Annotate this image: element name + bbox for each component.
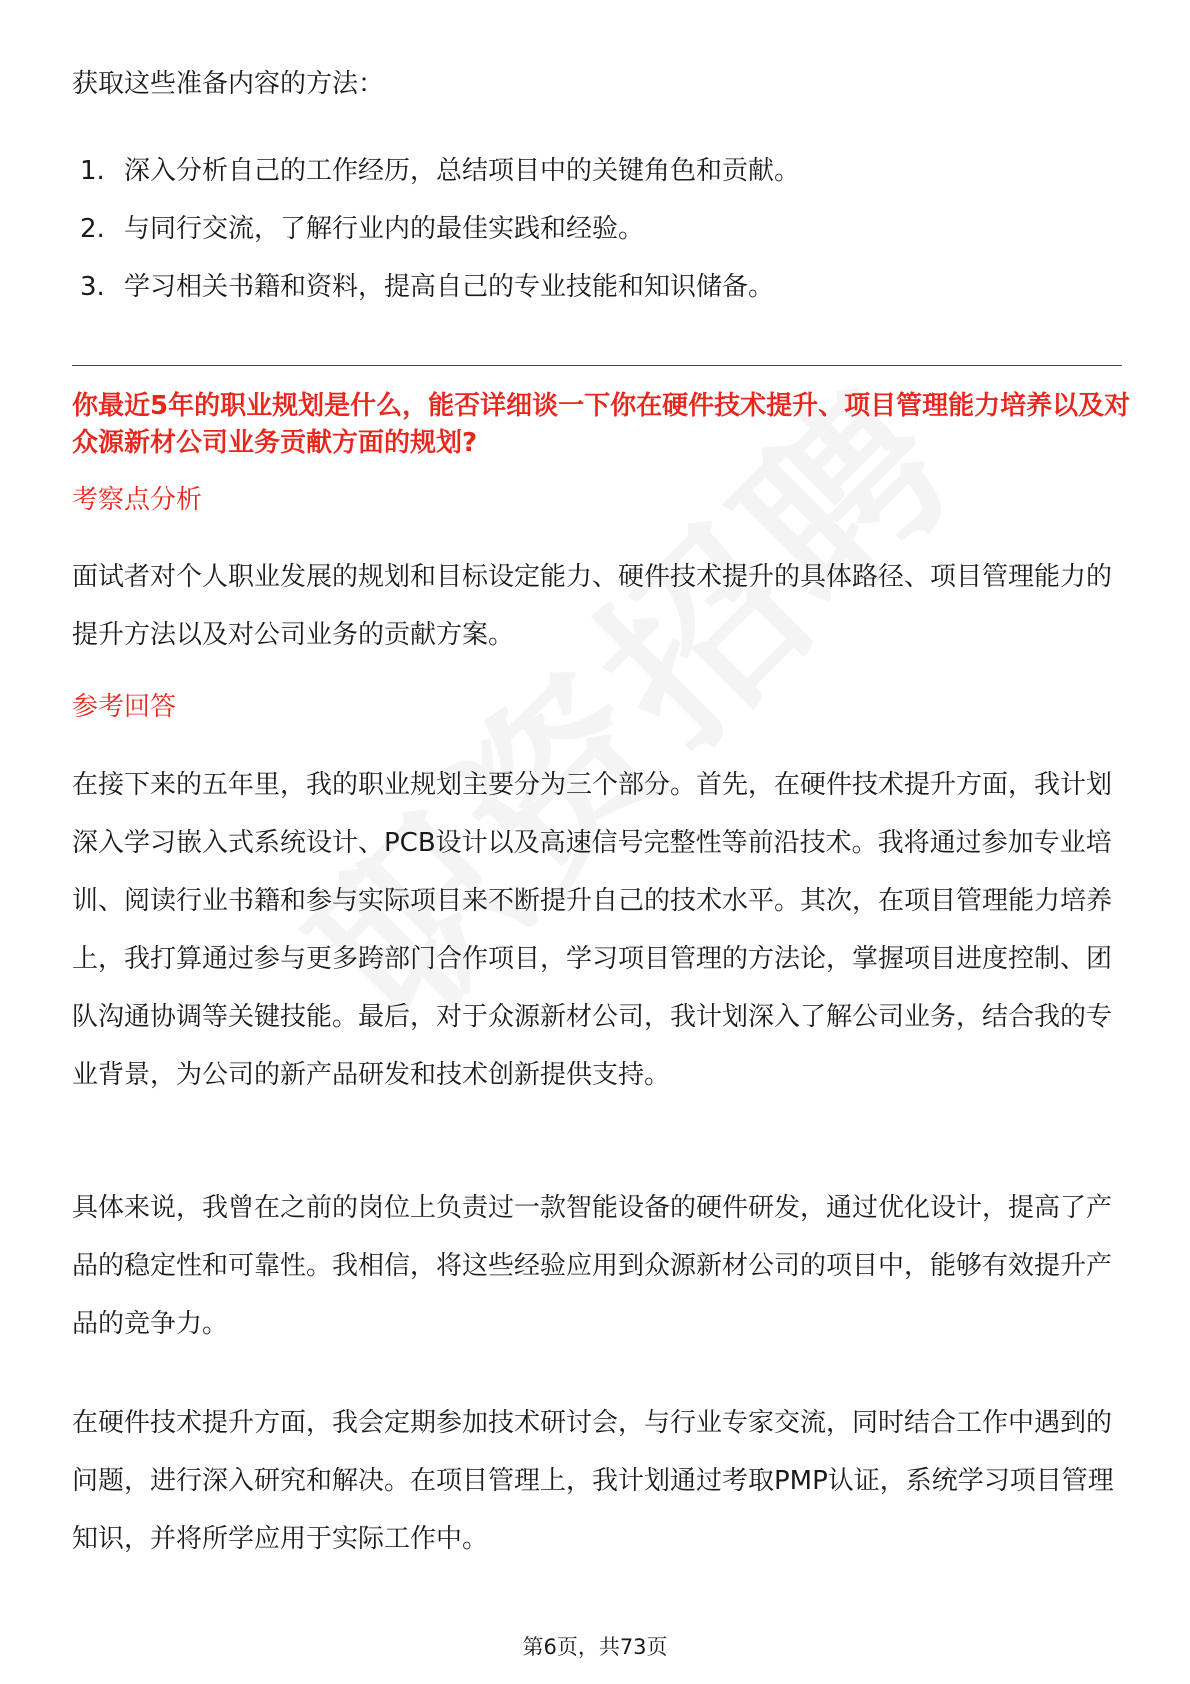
- page-number: 第6页，共73页: [522, 1635, 668, 1659]
- methods-list: [80, 142, 1120, 316]
- answer-heading: 参考回答: [72, 692, 177, 722]
- list-item-number: 2.: [80, 214, 105, 244]
- list-item-text: 与同行交流，了解行业内的最佳实践和经验。: [124, 214, 645, 244]
- list-item: [80, 258, 1120, 316]
- list-item-text: 学习相关书籍和资料，提高自己的专业技能和知识储备。: [124, 272, 775, 302]
- analysis-text: 面试者对个人职业发展的规划和目标设定能力、硬件技术提升的具体路径、项目管理能力的提升方法以及对公司业务的贡献方案。: [72, 562, 1113, 650]
- answer-paragraph: 在接下来的五年里，我的职业规划主要分为三个部分。首先，在硬件技术提升方面，我计划深入学习嵌入式系统设计、PCB设计以及高速信号完整性等前沿技术。我将通过参加专业培训、阅读行业书籍和参与实际项目来不断提升自己的技术水平。其次，在项目管理能力培养上，我打算通过参与更多跨部门合作项目，学习项目管理的方法论，掌握项目进度控制、团队沟通协调等关键技能。最后，对于众源新材公司，我计划深入了解公司业务，结合我的专业背景，为公司的新产品研发和技术创新提供支持。: [72, 770, 1113, 1090]
- section-divider: [72, 365, 1122, 366]
- list-item: [80, 200, 1120, 258]
- methods-intro: 获取这些准备内容的方法：: [72, 69, 385, 99]
- list-item-number: 1.: [80, 156, 105, 186]
- interview-question: 你最近5年的职业规划是什么，能否详细谈一下你在硬件技术提升、项目管理能力培养以及对众源新材公司业务贡献方面的规划?: [72, 391, 1131, 458]
- list-item-number: 3.: [80, 272, 105, 302]
- list-item: [80, 142, 1120, 200]
- answer-paragraph: 在硬件技术提升方面，我会定期参加技术研讨会，与行业专家交流，同时结合工作中遇到的问题，进行深入研究和解决。在项目管理上，我计划通过考取PMP认证，系统学习项目管理知识，并将所学应用于实际工作中。: [72, 1408, 1114, 1554]
- analysis-heading: 考察点分析: [72, 485, 203, 515]
- answer-paragraph: 具体来说，我曾在之前的岗位上负责过一款智能设备的硬件研发，通过优化设计，提高了产品的稳定性和可靠性。我相信，将这些经验应用到众源新材公司的项目中，能够有效提升产品的竞争力。: [72, 1193, 1113, 1339]
- list-item-text: 深入分析自己的工作经历，总结项目中的关键角色和贡献。: [124, 156, 801, 186]
